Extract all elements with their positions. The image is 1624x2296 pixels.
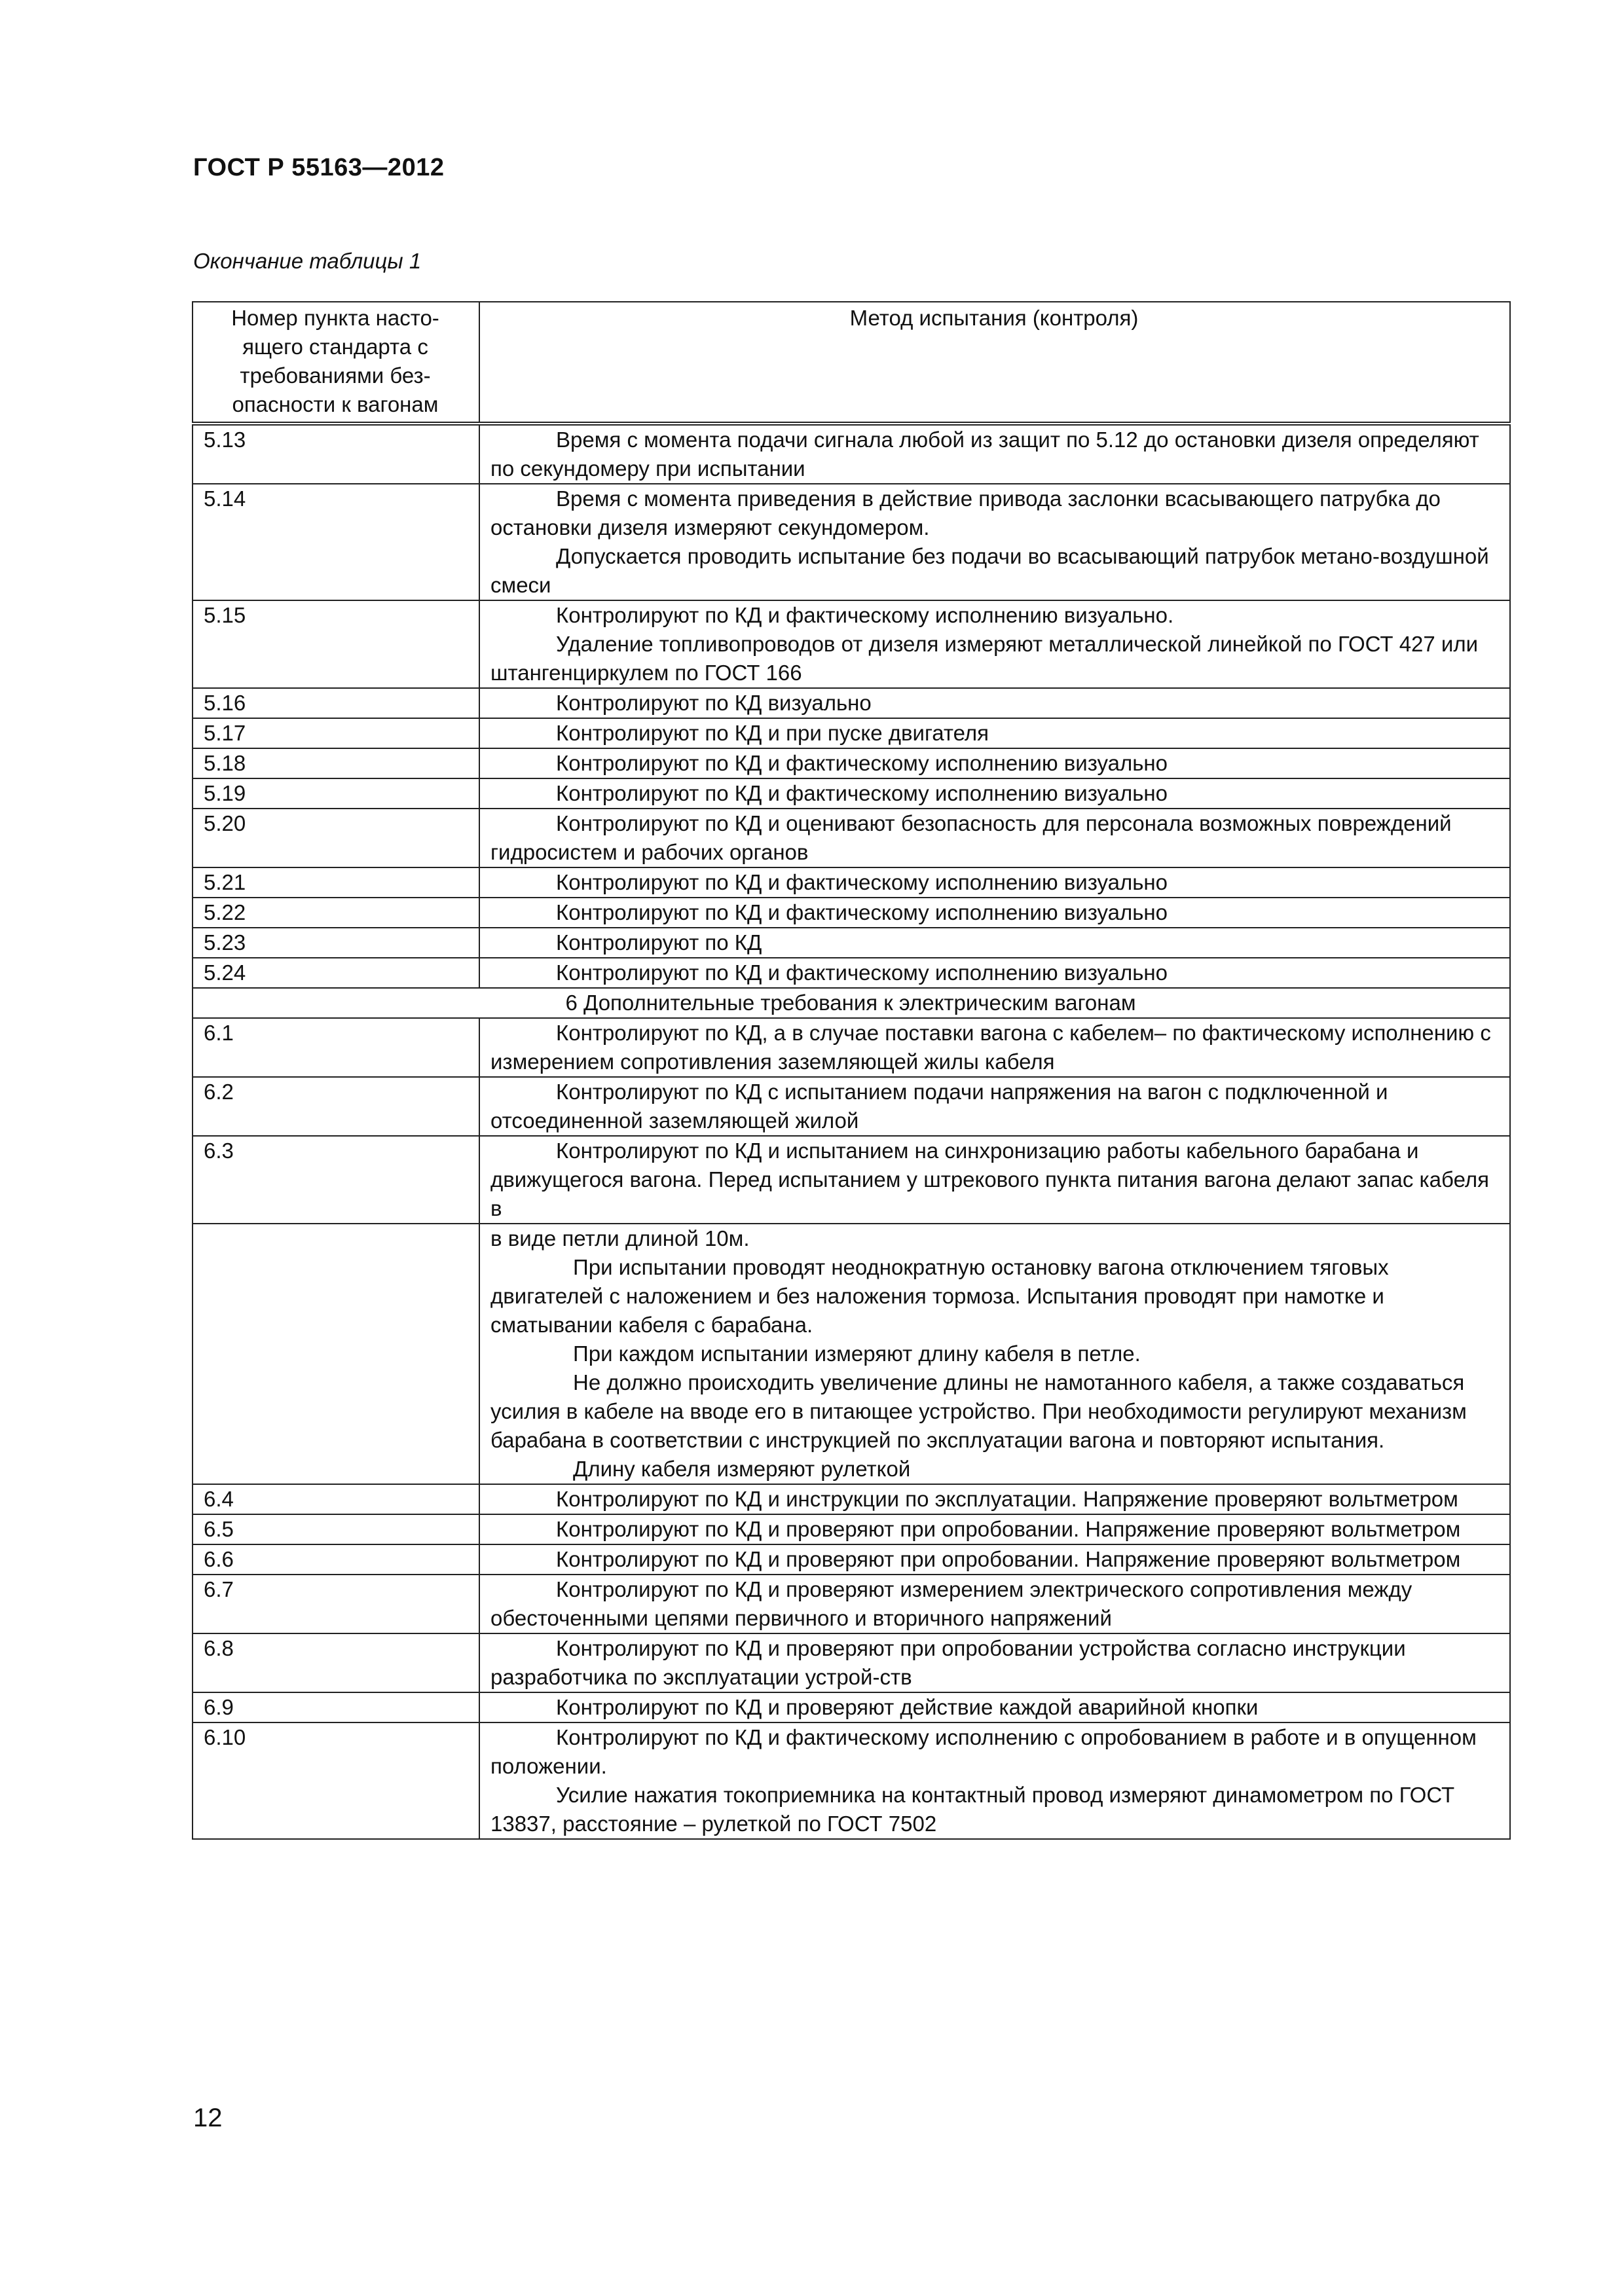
method-cell [479, 898, 1510, 928]
clause-number-cell [193, 1224, 479, 1484]
clause-number: 6.4 [193, 1484, 479, 1514]
method-paragraph: Время с момента приведения в действие привода заслонки всасывающего патрубка до остановки дизеля измеряют секундомером. [490, 486, 1441, 539]
method-paragraph: Контролируют по КД и испытанием на синхронизацию работы кабельного барабана и движущегося вагона. Перед испытанием у штрекового пункта питания вагона делают запас кабеля в [490, 1139, 1489, 1220]
table-body-continuation [193, 1224, 1510, 1484]
method-cell [479, 928, 1510, 958]
table-row [193, 1692, 1510, 1722]
column-header-clause-line: ящего стандарта с [242, 335, 428, 359]
table-body-section-5 [193, 424, 1510, 988]
clause-number: 5.13 [193, 424, 479, 484]
clause-number: 5.21 [193, 867, 479, 898]
method-paragraph: При каждом испытании измеряют длину кабеля в петле. [573, 1341, 1141, 1366]
method-paragraph: Длину кабеля измеряют рулеткой [573, 1457, 911, 1481]
method-cell [479, 1224, 1510, 1484]
table-row [193, 748, 1510, 778]
clause-number: 6.3 [193, 1136, 479, 1224]
clause-number: 6.9 [193, 1692, 479, 1722]
clause-number: 5.23 [193, 928, 479, 958]
table-row [193, 1484, 1510, 1514]
method-paragraph: Контролируют по КД и фактическому исполнению визуально [556, 781, 1168, 805]
document-code: ГОСТ Р 55163—2012 [193, 154, 445, 181]
section-title: 6 Дополнительные требования к электрическим вагонам [193, 988, 1510, 1018]
method-paragraph: Контролируют по КД и фактическому исполнению визуально. [556, 603, 1174, 627]
method-cell [479, 600, 1510, 688]
method-cell [479, 484, 1510, 600]
column-header-clause-line: требованиями без- [240, 363, 431, 388]
table-row [193, 484, 1510, 600]
method-cell [479, 867, 1510, 898]
table-row [193, 1633, 1510, 1692]
method-paragraph: При испытании проводят неоднократную остановку вагона отключением тяговых двигателей с наложением и без наложения тормоза. Испытания проводят при намотке и сматывании кабеля с барабана. [490, 1255, 1389, 1337]
method-cell [479, 1633, 1510, 1692]
table-header-row [193, 302, 1510, 424]
table-row [193, 1514, 1510, 1544]
method-paragraph: Не должно происходить увеличение длины не намотанного кабеля, а также создаваться усилия в кабеле на вводе его в питающее устройство. При необходимости регулируют механизм барабана в соответствии с инструкцией по эксплуатации вагона и повторяют испытания. [490, 1370, 1467, 1452]
column-header-clause-line: Номер пункта насто- [231, 306, 439, 330]
method-paragraph: Контролируют по КД [556, 930, 762, 955]
method-cell [479, 688, 1510, 718]
clause-number: 5.14 [193, 484, 479, 600]
clause-number: 5.19 [193, 778, 479, 809]
table-row [193, 1136, 1510, 1224]
method-cell [479, 748, 1510, 778]
table-row [193, 1575, 1510, 1633]
clause-number: 6.1 [193, 1018, 479, 1077]
table-row [193, 867, 1510, 898]
clause-number: 5.18 [193, 748, 479, 778]
method-paragraph: Контролируют по КД и проверяют при опробовании. Напряжение проверяют вольтметром [556, 1517, 1461, 1541]
method-cell [479, 1484, 1510, 1514]
table-row [193, 1544, 1510, 1575]
clause-number: 5.22 [193, 898, 479, 928]
clause-number: 6.5 [193, 1514, 479, 1544]
method-cell [479, 1692, 1510, 1722]
clause-number: 5.15 [193, 600, 479, 688]
method-paragraph: Усилие нажатия токоприемника на контактный провод измеряют динамометром по ГОСТ 13837, расстояние – рулеткой по ГОСТ 7502 [490, 1783, 1455, 1836]
method-paragraph: Допускается проводить испытание без подачи во всасывающий патрубок метано-воздушной смеси [490, 544, 1489, 597]
table-row [193, 424, 1510, 484]
page-number: 12 [193, 2104, 223, 2132]
section-title-row [193, 988, 1510, 1018]
method-paragraph: Контролируют по КД, а в случае поставки вагона с кабелем– по фактическому исполнению с измерением сопротивления заземляющей жилы кабеля [490, 1021, 1491, 1074]
method-cell [479, 958, 1510, 988]
test-methods-table [192, 301, 1511, 1840]
column-header-clause-line: опасности к вагонам [232, 392, 439, 416]
method-paragraph: Контролируют по КД и проверяют действие каждой аварийной кнопки [556, 1695, 1259, 1719]
method-paragraph: Контролируют по КД и инструкции по эксплуатации. Напряжение проверяют вольтметром [556, 1487, 1458, 1511]
table-row [193, 718, 1510, 748]
clause-number: 6.8 [193, 1633, 479, 1692]
method-cell [479, 778, 1510, 809]
method-paragraph: Удаление топливопроводов от дизеля измеряют металлической линейкой по ГОСТ 427 или штангенциркулем по ГОСТ 166 [490, 632, 1479, 685]
method-cell [479, 1514, 1510, 1544]
clause-number: 5.24 [193, 958, 479, 988]
method-cell [479, 1722, 1510, 1839]
clause-number: 6.6 [193, 1544, 479, 1575]
table-row [193, 600, 1510, 688]
method-cell [479, 1018, 1510, 1077]
method-cell [479, 1575, 1510, 1633]
column-header-clause [193, 302, 479, 424]
table-row [193, 898, 1510, 928]
table-body-section-6-cont [193, 1484, 1510, 1839]
method-cell [479, 718, 1510, 748]
table-row [193, 1224, 1510, 1484]
clause-number: 6.10 [193, 1722, 479, 1839]
method-paragraph: в виде петли длиной 10м. [490, 1226, 750, 1250]
table-row [193, 1722, 1510, 1839]
method-paragraph: Контролируют по КД с испытанием подачи напряжения на вагон с подключенной и отсоединенной заземляющей жилой [490, 1080, 1388, 1133]
method-paragraph: Контролируют по КД и фактическому исполнению визуально [556, 960, 1168, 985]
column-header-method: Метод испытания (контроля) [479, 302, 1510, 424]
clause-number: 5.17 [193, 718, 479, 748]
table-row [193, 688, 1510, 718]
clause-number: 5.20 [193, 809, 479, 867]
table-body-section-6 [193, 1018, 1510, 1224]
method-paragraph: Контролируют по КД и проверяют измерением электрического сопротивления между обесточенными цепями первичного и вторичного напряжений [490, 1577, 1412, 1630]
method-paragraph: Контролируют по КД и оценивают безопасность для персонала возможных повреждений гидросистем и рабочих органов [490, 811, 1452, 864]
method-paragraph: Контролируют по КД и фактическому исполнению с опробованием в работе и в опущенном положении. [490, 1725, 1477, 1778]
method-paragraph: Время с момента подачи сигнала любой из защит по 5.12 до остановки дизеля определяют по секундомеру при испытании [490, 428, 1479, 481]
method-cell [479, 1077, 1510, 1136]
method-cell [479, 809, 1510, 867]
table-row [193, 1018, 1510, 1077]
method-paragraph: Контролируют по КД и проверяют при опробовании устройства согласно инструкции разработчика по эксплуатации устрой-ств [490, 1636, 1406, 1689]
table-row [193, 928, 1510, 958]
method-paragraph: Контролируют по КД и фактическому исполнению визуально [556, 900, 1168, 924]
method-paragraph: Контролируют по КД визуально [556, 691, 872, 715]
clause-number: 6.2 [193, 1077, 479, 1136]
method-paragraph: Контролируют по КД и фактическому исполнению визуально [556, 870, 1168, 894]
method-paragraph: Контролируют по КД и фактическому исполнению визуально [556, 751, 1168, 775]
table-caption: Окончание таблицы 1 [193, 249, 422, 273]
method-paragraph: Контролируют по КД и проверяют при опробовании. Напряжение проверяют вольтметром [556, 1547, 1461, 1571]
method-cell [479, 1544, 1510, 1575]
clause-number: 5.16 [193, 688, 479, 718]
method-paragraph: Контролируют по КД и при пуске двигателя [556, 721, 989, 745]
table-body-section-title [193, 988, 1510, 1018]
table-row [193, 809, 1510, 867]
clause-number: 6.7 [193, 1575, 479, 1633]
table-row [193, 778, 1510, 809]
method-cell [479, 424, 1510, 484]
table-row [193, 958, 1510, 988]
table-row [193, 1077, 1510, 1136]
method-cell [479, 1136, 1510, 1224]
